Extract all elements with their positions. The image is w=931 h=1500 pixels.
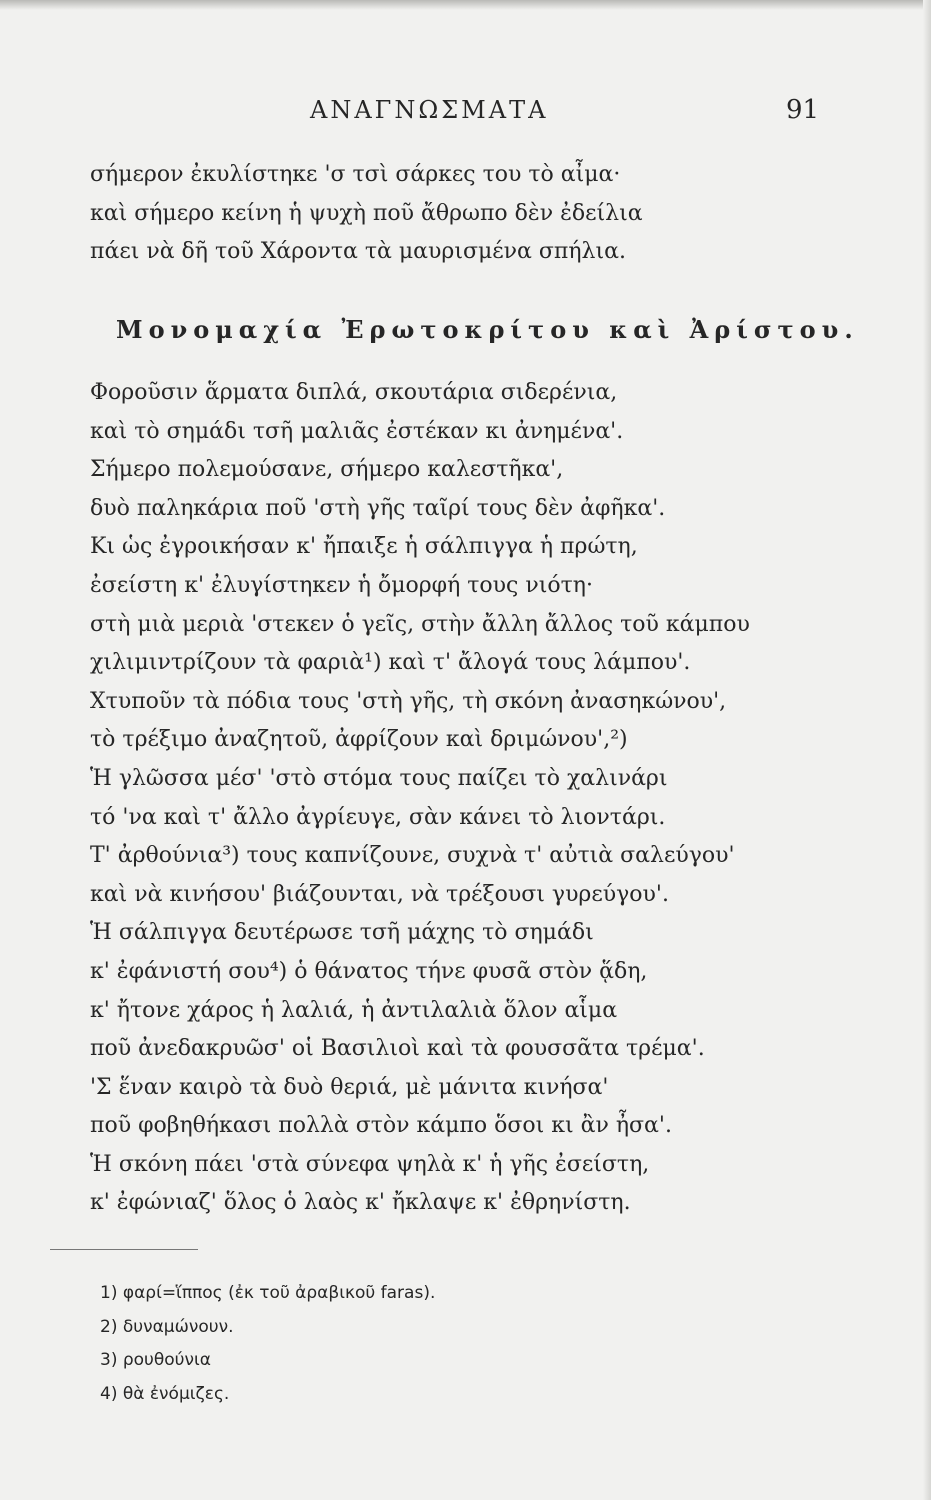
- verse-line: σήμερον ἐκυλίστηκε 'σ τσὶ σάρκες του τὸ αἶμα·: [90, 162, 621, 187]
- verse-line: στὴ μιὰ μεριὰ 'στεκεν ὁ γεῖς, στὴν ἄλλη ἄλλος τοῦ κάμπου: [90, 611, 750, 637]
- page-right-edge: [923, 0, 931, 1500]
- verse-line: καὶ σήμερο κείνη ἡ ψυχὴ ποῦ ἄθρωπο δὲν ἐδείλια: [90, 200, 643, 226]
- poem-body: [90, 374, 750, 1223]
- verse-line: ποῦ φοβηθήκασι πολλὰ στὸν κάμπο ὅσοι κι ἂν ἦσα'.: [90, 1113, 672, 1139]
- verse-line: τὸ τρέξιμο ἀναζητοῦ, ἀφρίζουν καὶ δριμώνου',²): [90, 727, 628, 753]
- verse-line: τό 'να καὶ τ' ἄλλο ἀγρίευγε, σὰν κάνει τὸ λιοντάρι.: [90, 804, 666, 830]
- verse-line: καὶ νὰ κινήσου' βιάζουνται, νὰ τρέξουσι γυρεύγου'.: [90, 881, 669, 907]
- footnote-2: 2) δυναμώνουν.: [100, 1316, 234, 1337]
- verse-line: Τ' ἀρθούνια³) τους καπνίζουνε, συχνὰ τ' αὐτιὰ σαλεύγου': [90, 843, 735, 869]
- verse-line: δυὸ παληκάρια ποῦ 'στὴ γῆς ταῖρί τους δὲν ἀφῆκα'.: [90, 495, 666, 521]
- verse-line: κ' ἤτονε χάρος ἡ λαλιά, ἡ ἀντιλαλιὰ ὅλον αἷμα: [90, 997, 618, 1023]
- page-number: 91: [786, 95, 820, 125]
- verse-line: κ' ἐφώνιαζ' ὅλος ὁ λαὸς κ' ἤκλαψε κ' ἐθρηνίστη.: [90, 1190, 631, 1216]
- verse-line: Φοροῦσιν ἅρματα διπλά, σκουτάρια σιδερένια,: [90, 380, 618, 405]
- verse-line: κ' ἐφάνιστή σου⁴) ὁ θάνατος τήνε φυσᾶ στὸν ᾅδη,: [90, 958, 648, 984]
- verse-line: πάει νὰ δῆ τοῦ Χάροντα τὰ μαυρισμένα σπήλια.: [90, 239, 626, 265]
- verse-line: Κι ὡς ἐγροικήσαν κ' ἤπαιξε ἡ σάλπιγγα ἡ πρώτη,: [90, 534, 638, 560]
- footnote-1: 1) φαρί=ἵππος (ἐκ τοῦ ἀραβικοῦ faras).: [100, 1283, 436, 1303]
- verse-line: Ἡ σάλπιγγα δευτέρωσε τσῆ μάχης τὸ σημάδι: [90, 920, 594, 946]
- verse-line: Χτυποῦν τὰ πόδια τους 'στὴ γῆς, τὴ σκόνη ἀνασηκώνου',: [90, 688, 727, 714]
- opening-verse: [90, 156, 643, 272]
- verse-line: Σήμερο πολεμούσανε, σήμερο καλεστῆκα',: [90, 457, 564, 483]
- running-title: ΑΝΑΓΝΩΣΜΑΤΑ: [310, 96, 549, 124]
- verse-line: καὶ τὸ σημάδι τσῆ μαλιᾶς ἐστέκαν κι ἀνημένα'.: [90, 418, 624, 444]
- verse-line: 'Σ ἕναν καιρὸ τὰ δυὸ θεριά, μὲ μάνιτα κινήσα': [90, 1074, 609, 1100]
- verse-line: ἐσείστη κ' ἐλυγίστηκεν ἡ ὄμορφή τους νιότη·: [90, 572, 593, 598]
- page-top-edge: [0, 0, 931, 10]
- section-title: Μονομαχία Ἐρωτοκρίτου καὶ Ἀρίστου.: [116, 315, 859, 344]
- verse-line: Ἡ σκόνη πάει 'στὰ σύνεφα ψηλὰ κ' ἡ γῆς ἐσείστη,: [90, 1151, 650, 1177]
- verse-line: χιλιμιντρίζουν τὰ φαριὰ¹) καὶ τ' ἄλογά τους λάμπου'.: [90, 650, 691, 676]
- footnote-4: 4) θὰ ἐνόμιζες.: [100, 1383, 230, 1404]
- verse-line: ποῦ ἀνεδακρυῶσ' οἱ Βασιλιοὶ καὶ τὰ φουσσᾶτα τρέμα'.: [90, 1036, 705, 1062]
- footnote-divider: [50, 1249, 198, 1250]
- footnote-3: 3) ρουθούνια: [100, 1350, 211, 1370]
- footnotes: [100, 1277, 435, 1411]
- verse-line: Ἡ γλῶσσα μέσ' 'στὸ στόμα τους παίζει τὸ χαλινάρι: [90, 765, 668, 791]
